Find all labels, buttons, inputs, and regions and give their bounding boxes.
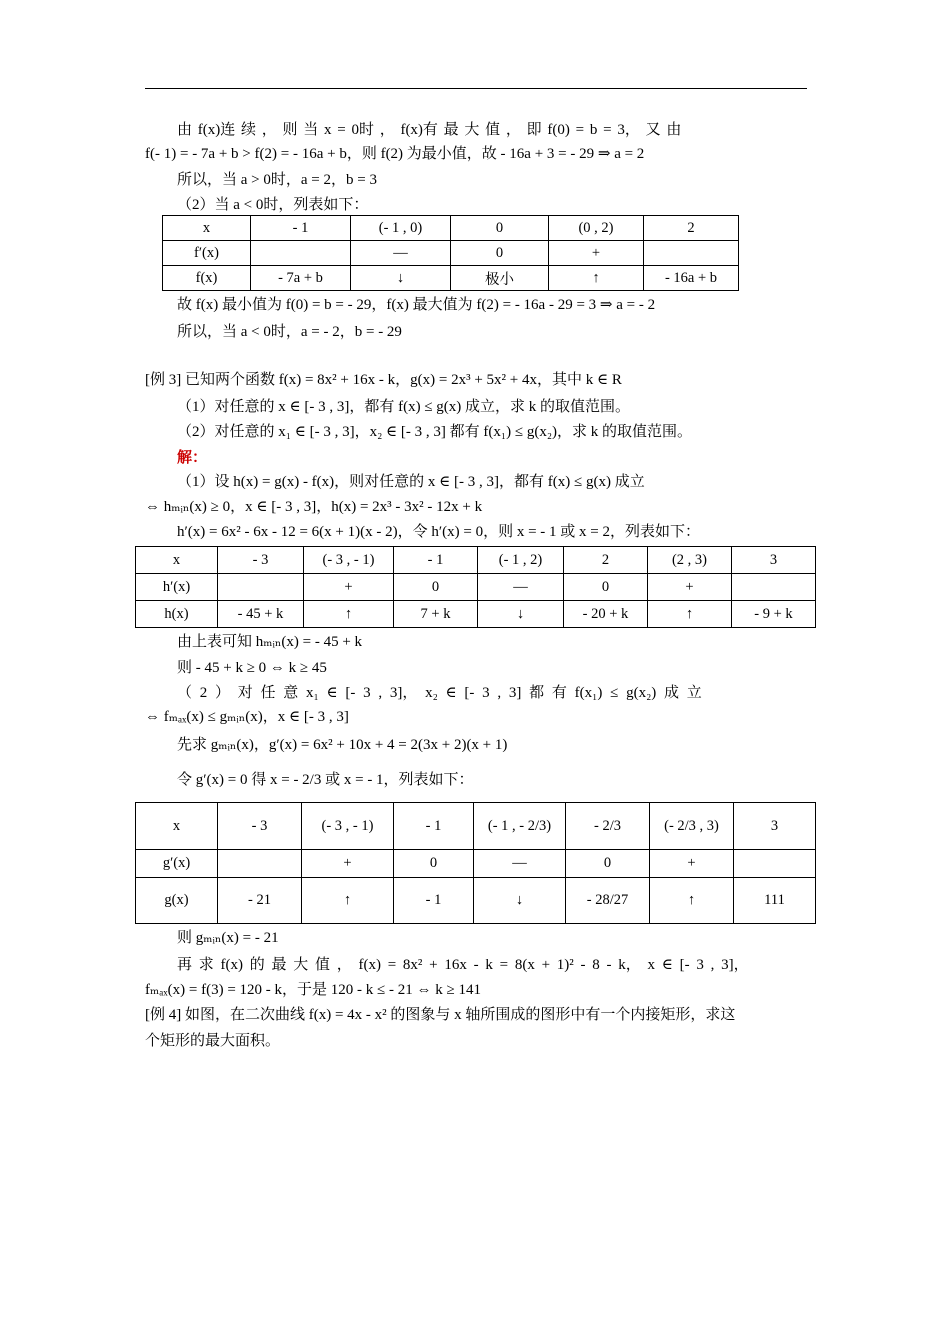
table-cell: (- 1 , 2) xyxy=(478,547,564,574)
text-line: 则 gₘᵢₙ(x) = - 21 xyxy=(177,930,279,946)
table-cell: - 2/3 xyxy=(566,803,650,850)
table-cell: - 16a + b xyxy=(644,266,739,291)
table-cell: - 45 + k xyxy=(218,601,304,628)
table-cell: - 1 xyxy=(251,216,351,241)
table-cell: — xyxy=(478,574,564,601)
table-cell: - 28/27 xyxy=(566,878,650,924)
table-cell: x xyxy=(136,803,218,850)
text-line: f(- 1) = - 7a + b > f(2) = - 16a + b，则 f(2) 为最小值，故 - 16a + 3 = - 29 ⇒ a = 2 xyxy=(145,146,645,162)
text-line: 所以，当 a > 0时，a = 2，b = 3 xyxy=(177,172,377,188)
table-cell xyxy=(218,574,304,601)
table-cell: h′(x) xyxy=(136,574,218,601)
table-cell: 0 xyxy=(564,574,648,601)
example-heading: [例 4] 如图，在二次曲线 f(x) = 4x - x² 的图象与 x 轴所围成的图形中有一个内接矩形，求这 xyxy=(145,1007,736,1023)
table-cell: - 1 xyxy=(394,878,474,924)
text-line: （2）对任意的 x₁ ∈ [- 3 , 3]，x₂ ∈ [- 3 , 3] 都有 f(x₁) ≤ g(x₂)，求 k 的取值范围。 xyxy=(177,424,693,440)
table-cell: - 3 xyxy=(218,803,302,850)
table-cell: 极小 xyxy=(451,266,549,291)
table-cell: h(x) xyxy=(136,601,218,628)
table-cell: + xyxy=(648,574,732,601)
text-line: 个矩形的最大面积。 xyxy=(145,1033,281,1049)
text-line: （ 2 ） 对 任 意 x₁ ∈ [- 3 , 3]， x₂ ∈ [- 3 , 3] 都 有 f(x₁) ≤ g(x₂) 成 立 xyxy=(177,685,702,701)
table-cell xyxy=(734,850,816,878)
text-line: （1）对任意的 x ∈ [- 3 , 3]，都有 f(x) ≤ g(x) 成立，求 k 的取值范围。 xyxy=(177,399,631,415)
example-heading: [例 3] 已知两个函数 f(x) = 8x² + 16x - k，g(x) = 2x³ + 5x² + 4x，其中 k ∈ R xyxy=(145,372,622,388)
text-line: 由 f(x)连 续 ， 则 当 x = 0时 ， f(x)有 最 大 值 ， 即 f(0) = b = 3， 又 由 xyxy=(177,122,682,138)
table-cell: ↓ xyxy=(351,266,451,291)
table-cell: — xyxy=(351,241,451,266)
table-cell: (2 , 3) xyxy=(648,547,732,574)
table-cell: 0 xyxy=(394,850,474,878)
table-cell: (- 1 , 0) xyxy=(351,216,451,241)
table-cell: - 20 + k xyxy=(564,601,648,628)
text-line: ⇔ fₘₐₓ(x) ≤ gₘᵢₙ(x)，x ∈ [- 3 , 3] xyxy=(145,709,349,725)
text-line: 由上表可知 hₘᵢₙ(x) = - 45 + k xyxy=(177,634,363,650)
text-line: h′(x) = 6x² - 6x - 12 = 6(x + 1)(x - 2)，令 h′(x) = 0，则 x = - 1 或 x = 2，列表如下： xyxy=(177,524,701,540)
table-cell: (0 , 2) xyxy=(549,216,644,241)
table-cell: + xyxy=(549,241,644,266)
table-cell: ↓ xyxy=(478,601,564,628)
table-cell: (- 2/3 , 3) xyxy=(650,803,734,850)
table-cell: ↑ xyxy=(302,878,394,924)
table-h-derivative xyxy=(135,546,816,628)
table-cell: (- 1 , - 2/3) xyxy=(474,803,566,850)
table-cell: - 1 xyxy=(394,803,474,850)
table-cell: 0 xyxy=(394,574,478,601)
table-cell: - 21 xyxy=(218,878,302,924)
text-line: 再 求 f(x) 的 最 大 值 ， f(x) = 8x² + 16x - k = 8(x + 1)² - 8 - k， x ∈ [- 3 , 3]， xyxy=(177,957,749,973)
table-cell: + xyxy=(302,850,394,878)
table-cell: 111 xyxy=(734,878,816,924)
table-cell: 0 xyxy=(451,216,549,241)
table-cell xyxy=(251,241,351,266)
table-cell: — xyxy=(474,850,566,878)
text-line: ⇔ hₘᵢₙ(x) ≥ 0，x ∈ [- 3 , 3]，h(x) = 2x³ - 3x² - 12x + k xyxy=(145,499,483,515)
table-cell: g(x) xyxy=(136,878,218,924)
table-cell: + xyxy=(304,574,394,601)
table-cell: (- 3 , - 1) xyxy=(304,547,394,574)
text-line: （1）设 h(x) = g(x) - f(x)，则对任意的 x ∈ [- 3 , 3]，都有 f(x) ≤ g(x) 成立 xyxy=(177,474,645,490)
table-f-derivative xyxy=(162,215,739,291)
table-cell: 7 + k xyxy=(394,601,478,628)
text-line: （2）当 a < 0时，列表如下： xyxy=(177,197,369,213)
table-g-derivative xyxy=(135,802,816,924)
table-cell: 0 xyxy=(566,850,650,878)
table-cell: - 9 + k xyxy=(732,601,816,628)
text-line: fₘₐₓ(x) = f(3) = 120 - k，于是 120 - k ≤ - 21 ⇔ k ≥ 141 xyxy=(145,982,481,998)
table-cell: 2 xyxy=(564,547,648,574)
table-cell: ↑ xyxy=(304,601,394,628)
table-cell: + xyxy=(650,850,734,878)
table-cell: x xyxy=(163,216,251,241)
text-line: 故 f(x) 最小值为 f(0) = b = - 29，f(x) 最大值为 f(2) = - 16a - 29 = 3 ⇒ a = - 2 xyxy=(177,297,656,313)
table-cell xyxy=(644,241,739,266)
solution-label: 解： xyxy=(177,450,208,466)
table-cell: 0 xyxy=(451,241,549,266)
text-line: 则 - 45 + k ≥ 0 ⇔ k ≥ 45 xyxy=(177,660,327,676)
table-cell: ↑ xyxy=(648,601,732,628)
table-cell: f(x) xyxy=(163,266,251,291)
table-cell: ↑ xyxy=(549,266,644,291)
table-cell: x xyxy=(136,547,218,574)
table-cell: 2 xyxy=(644,216,739,241)
table-cell: 3 xyxy=(734,803,816,850)
table-cell xyxy=(732,574,816,601)
table-cell: ↑ xyxy=(650,878,734,924)
text-line: 令 g′(x) = 0 得 x = - 2/3 或 x = - 1，列表如下： xyxy=(177,772,474,788)
table-cell: (- 3 , - 1) xyxy=(302,803,394,850)
text-line: 所以，当 a < 0时，a = - 2，b = - 29 xyxy=(177,324,402,340)
table-cell: g′(x) xyxy=(136,850,218,878)
header-rule xyxy=(145,88,807,89)
text-line: 先求 gₘᵢₙ(x)，g′(x) = 6x² + 10x + 4 = 2(3x + 2)(x + 1) xyxy=(177,737,508,753)
table-cell: f′(x) xyxy=(163,241,251,266)
table-cell: 3 xyxy=(732,547,816,574)
table-cell: ↓ xyxy=(474,878,566,924)
table-cell: - 3 xyxy=(218,547,304,574)
table-cell xyxy=(218,850,302,878)
table-cell: - 7a + b xyxy=(251,266,351,291)
table-cell: - 1 xyxy=(394,547,478,574)
